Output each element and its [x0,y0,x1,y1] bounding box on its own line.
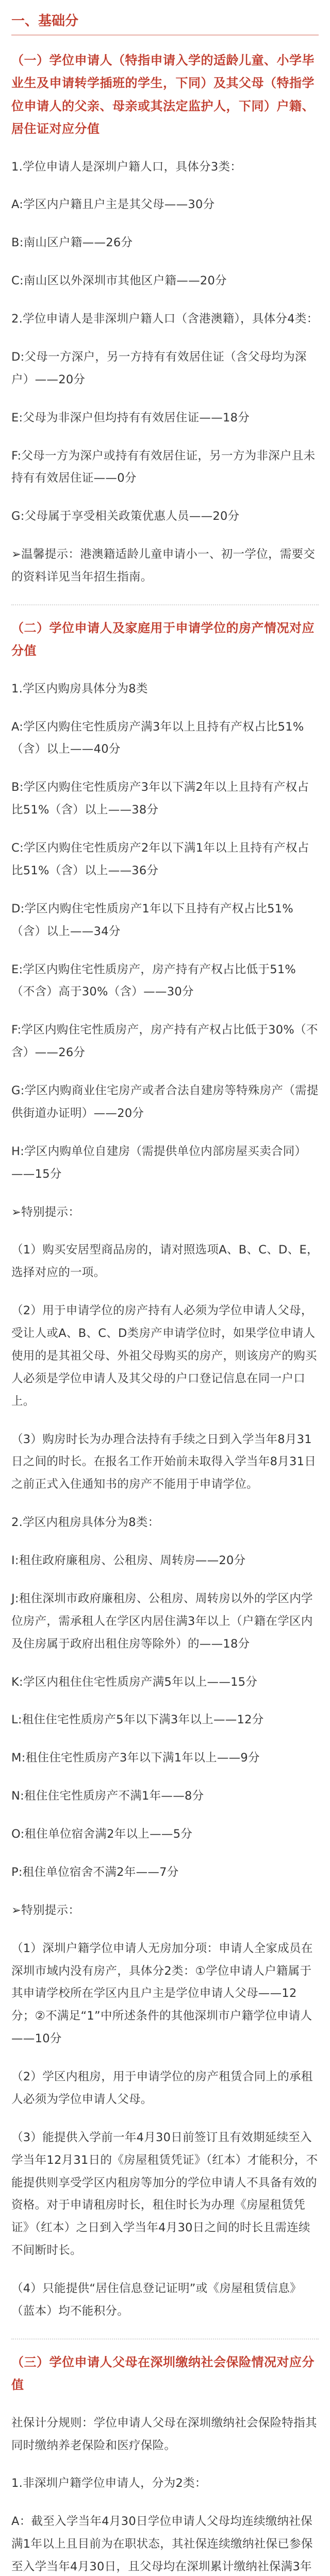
paragraph: J:租住深圳市政府廉租房、公租房、周转房以外的学区内学位房产，需承租人在学区内居住满3年以上（户籍在学区内及住房属于政府出租住房等除外）的——18分 [11,1591,313,1651]
paragraph: 1.学位申请人是深圳户籍人口，具体分3类： [11,160,242,174]
tip-label: ➢特别提示： [11,1205,80,1219]
paragraph: C:学区内购住宅性质房产2年以下满1年以上且持有产权占比51%（含）以上——36分 [11,841,309,877]
paragraph: D:学区内购住宅性质房产1年以下且持有产权占比51%（含）以上——34分 [11,902,294,938]
dotted-divider [11,604,319,605]
paragraph: （3）能提供入学前一年4月30日前签订且有效期延续至入学当年12月31日的《房屋租赁凭证》（红本）才能积分，不能提供则享受学区内租房等加分的学位申请人不具备有效的资格。对于申请租房时长，租住时长为办理《房屋租赁凭证》（红本）之日到入学当年4月30日之间的时长且需连续不间断时长。 [11,2130,318,2258]
paragraph: （1）深圳户籍学位申请人无房加分项：申请人全家成员在深圳市域内没有房产，具体分2类：①学位申请人户籍属于其申请学校所在学区内且户主是学位申请人父母——12分；②不满足“1”中所述条件的其他深圳市户籍学位申请人——10分 [11,1941,313,2046]
paragraph: 1.学区内购房具体分为8类 [11,682,148,696]
paragraph: G:学区内购商业住宅房产或者合法自建房等特殊房产（需提供街道办证明）——20分 [11,1084,319,1120]
paragraph: I:租住政府廉租房、公租房、周转房——20分 [11,1554,246,1568]
paragraph: P:租住单位宿舍不满2年——7分 [11,1865,179,1879]
paragraph: F:学区内购住宅性质房产，房产持有产权占比低于30%（不含）——26分 [11,1023,318,1060]
tip-paragraph: ➢温馨提示：港澳籍适龄儿童申请小一、初一学位，需要交的资料详见当年招生指南。 [11,548,316,584]
paragraph: F:父母一方为深户或持有有效居住证，另一方为非深户且未持有有效居住证——0分 [11,449,316,485]
paragraph: A:学区内购住宅性质房产满3年以上且持有产权占比51%（含）以上——40分 [11,720,304,756]
paragraph: K:学区内租住住宅性质房产满5年以上——15分 [11,1675,258,1689]
section-divider [11,35,319,36]
paragraph: N:租住住宅性质房产不满1年——8分 [11,1789,204,1803]
paragraph: H:学区内购单位自建房（需提供单位内部房屋买卖合同）——15分 [11,1144,307,1181]
subsection-heading-hukou: （一）学位申请人（特指申请入学的适龄儿童、小学毕业生及申请转学插班的学生，下同）及其父母（特指学位申请人的父亲、母亲或其法定监护人，下同）户籍、居住证对应分值 [11,53,315,137]
paragraph: M:租住住宅性质房产3年以下满1年以上——9分 [11,1751,260,1765]
paragraph: B:学区内购住宅性质房产3年以下满2年以上且持有产权占比51%（含）以上——38分 [11,781,309,817]
paragraph: （4）只能提供“居住信息登记证明”或《房屋租赁信息》（蓝本）均不能积分。 [11,2282,302,2318]
dotted-divider [11,2338,319,2340]
subsection-heading-social-insurance: （三）学位申请人父母在深圳缴纳社会保险情况对应分值 [11,2354,315,2393]
paragraph: （3）购房时长为办理合法持有手续之日到入学当年8月31日之间的时长。在报名工作开始前未取得入学当年8月31日之前正式入住通知书的房产不能用于申请学位。 [11,1432,317,1492]
paragraph: D:父母一方深户，另一方持有有效居住证（含父母均为深户）——20分 [11,350,307,386]
paragraph: 2.学位申请人是非深圳户籍人口（含港澳籍），具体分4类： [11,312,319,326]
paragraph: B:南山区户籍——26分 [11,236,133,250]
paragraph: （2）学区内租房，用于申请学位的房产租赁合同上的承租人必须为学位申请人父母。 [11,2070,313,2106]
paragraph: E:父母为非深户但均持有有效居住证——18分 [11,411,250,425]
section-title-basic-score: 一、基础分 [11,13,79,29]
paragraph: （1）购买安居型商品房的，请对照选项A、B、C、D、E，选择对应的一项。 [11,1243,319,1280]
paragraph: E:学区内购住宅性质房产，房产持有产权占比低于51%（不含）高于30%（含）——30分 [11,962,296,999]
paragraph: L:租住住宅性质房产5年以下满3年以上——12分 [11,1713,264,1727]
paragraph: O:租住单位宿舍满2年以上——5分 [11,1827,193,1841]
subsection-heading-housing: （二）学位申请人及家庭用于申请学位的房产情况对应分值 [11,620,315,658]
paragraph: G:父母属于享受相关政策优惠人员——20分 [11,510,240,523]
paragraph: （2）用于申请学位的房产持有人必须为学位申请人父母，受让人或A、B、C、D类房产申请学位时，如果学位申请人使用的是其祖父母、外祖父母购买的房产，则该房产的购买人必须是学位申请人及其父母的户口登记信息在同一户口上。 [11,1304,317,1408]
tip-label: ➢特别提示： [11,1903,80,1917]
paragraph: 2.学区内租房具体分为8类： [11,1516,160,1530]
paragraph: A:学区内户籍且户主是其父母——30分 [11,198,215,212]
paragraph: 社保计分规则：学位申请人父母在深圳缴纳社会保险特指其同时缴纳养老保险和医疗保险。 [11,2416,317,2452]
paragraph: 1.非深圳户籍学位申请人，分为2类： [11,2477,207,2490]
paragraph: A：截至入学当年4月30日学位申请人父母均连续缴纳社保满1年以上且目前为在职状态，其社保连续缴纳社保已参保至入学当年4月30日，且父母均在深圳累计缴纳社保满3年 [11,2515,313,2573]
paragraph: C:南山区以外深圳市其他区户籍——20分 [11,274,227,288]
